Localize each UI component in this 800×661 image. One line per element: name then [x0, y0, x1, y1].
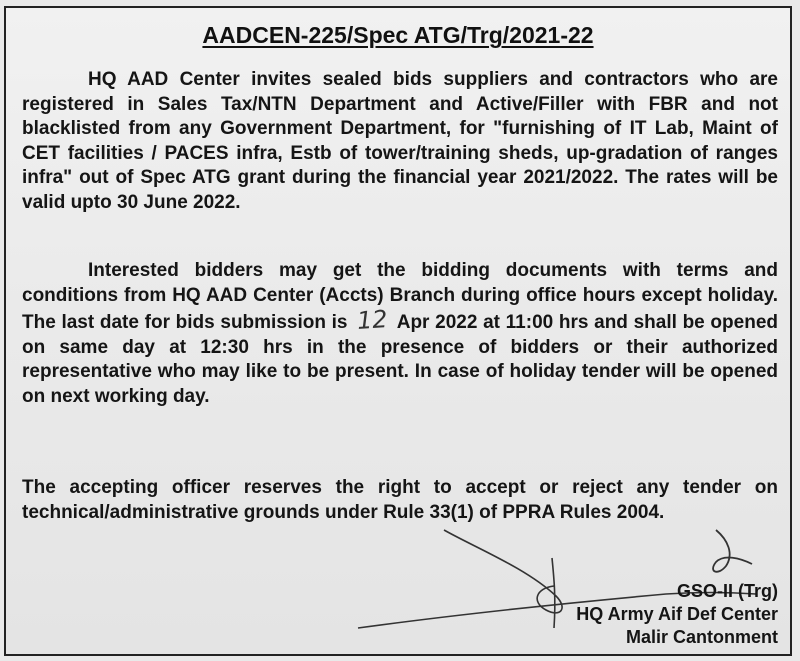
paragraph-invitation-text: HQ AAD Center invites sealed bids suppliers and contractors who are registered in Sales Tax/NTN Department and Active/Filler with FBR and not blacklisted from any Government Department, for "furnishing of IT Lab, Maint of CET facilities / PACES infra, Estb of tower/training sheds, up-gradation of ranges infra" out of Spec ATG grant during the financial year 2021/2022. The rates will be valid upto 30 June 2022.	[22, 69, 778, 213]
paragraph-acceptance-text: The accepting officer reserves the right to accept or reject any tender on technical/administrative grounds under Rule 33(1) of PPRA Rules 2004.	[22, 477, 778, 523]
signatory-location: Malir Cantonment	[625, 627, 778, 647]
signatory-block	[576, 580, 778, 649]
paragraph-bidding-documents	[22, 259, 778, 410]
tender-notice	[4, 6, 792, 656]
signatory-designation: GSO-II (Trg)	[677, 581, 778, 601]
paragraph-bidding-text-start: Interested bidders may get the bidding documents with terms and conditions from HQ AAD Center (Accts) Branch during office hours except holiday. The last date for bids submission is	[22, 260, 778, 334]
paragraph-bidding-text-end: Apr 2022 at 11:00 hrs and shall be opened on same day at 12:30 hrs in the presence of bidders or their authorized representative who may like to be present. In case of holiday tender will be opened on next working day.	[22, 312, 778, 407]
notice-title	[6, 22, 790, 49]
handwritten-date: 12	[356, 305, 389, 336]
notice-title-text: AADCEN-225/Spec ATG/Trg/2021-22	[202, 22, 594, 48]
paragraph-invitation	[22, 68, 778, 216]
paragraph-acceptance-rights	[22, 476, 778, 525]
signatory-organization: HQ Army Aif Def Center	[576, 604, 778, 624]
